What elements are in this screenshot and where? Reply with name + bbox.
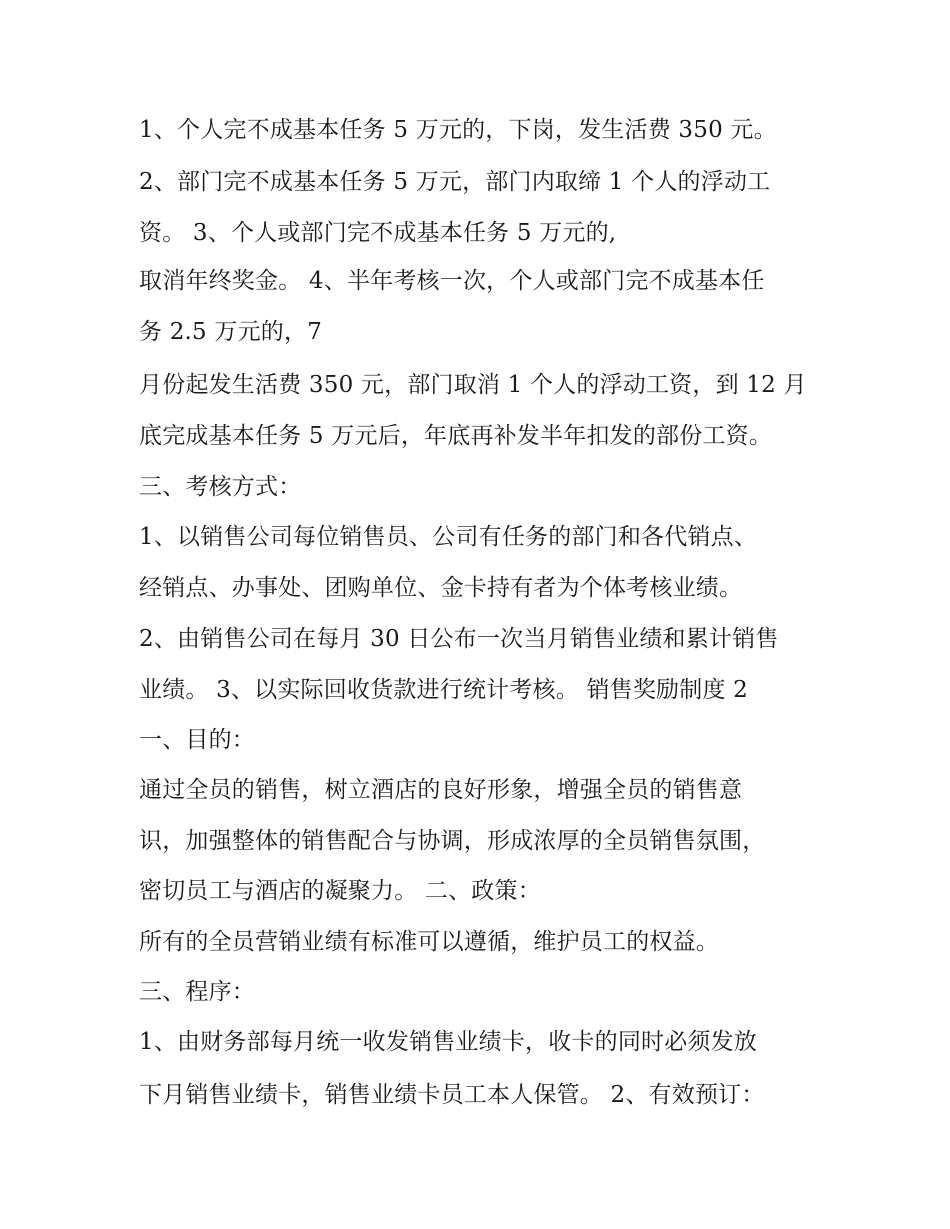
section-heading: 三、程序： <box>139 979 255 1005</box>
text-line: 通过全员的销售，树立酒店的良好形象，增强全员的销售意 <box>139 777 743 803</box>
text-line: 1、以销售公司每位销售员、公司有任务的部门和各代销点、 <box>139 524 758 550</box>
text-line: 月份起发生活费 350 元，部门取消 1 个人的浮动工资，到 12 月 <box>139 372 807 398</box>
text-line: 所有的全员营销业绩有标准可以遵循，维护员工的权益。 <box>139 929 719 955</box>
text-line: 务 2.5 万元的，7 <box>139 319 323 345</box>
text-line: 经销点、办事处、团购单位、金卡持有者为个体考核业绩。 <box>139 575 743 601</box>
text-line: 下月销售业绩卡，销售业绩卡员工本人保管。 2、有效预订： <box>139 1082 765 1108</box>
text-line: 底完成基本任务 5 万元后，年底再补发半年扣发的部份工资。 <box>139 423 773 449</box>
text-line: 2、由销售公司在每月 30 日公布一次当月销售业绩和累计销售 <box>139 626 779 652</box>
text-line: 2、部门完不成基本任务 5 万元，部门内取缔 1 个人的浮动工 <box>139 169 771 195</box>
text-line: 识，加强整体的销售配合与协调，形成浓厚的全员销售氛围， <box>139 828 766 854</box>
text-line: 1、个人完不成基本任务 5 万元的，下岗，发生活费 350 元。 <box>139 117 777 143</box>
section-heading: 三、考核方式： <box>139 474 302 500</box>
text-line: 资。 3、个人或部门完不成基本任务 5 万元的, <box>139 220 617 246</box>
text-line: 取消年终奖金。 4、半年考核一次，个人或部门完不成基本任 <box>139 268 765 294</box>
text-line: 1、由财务部每月统一收发销售业绩卡，收卡的同时必须发放 <box>139 1029 758 1055</box>
text-line: 业绩。 3、以实际回收货款进行统计考核。 销售奖励制度 2 <box>139 677 748 703</box>
text-line: 密切员工与酒店的凝聚力。 二、政策： <box>139 878 541 904</box>
section-heading: 一、目的： <box>139 727 255 753</box>
